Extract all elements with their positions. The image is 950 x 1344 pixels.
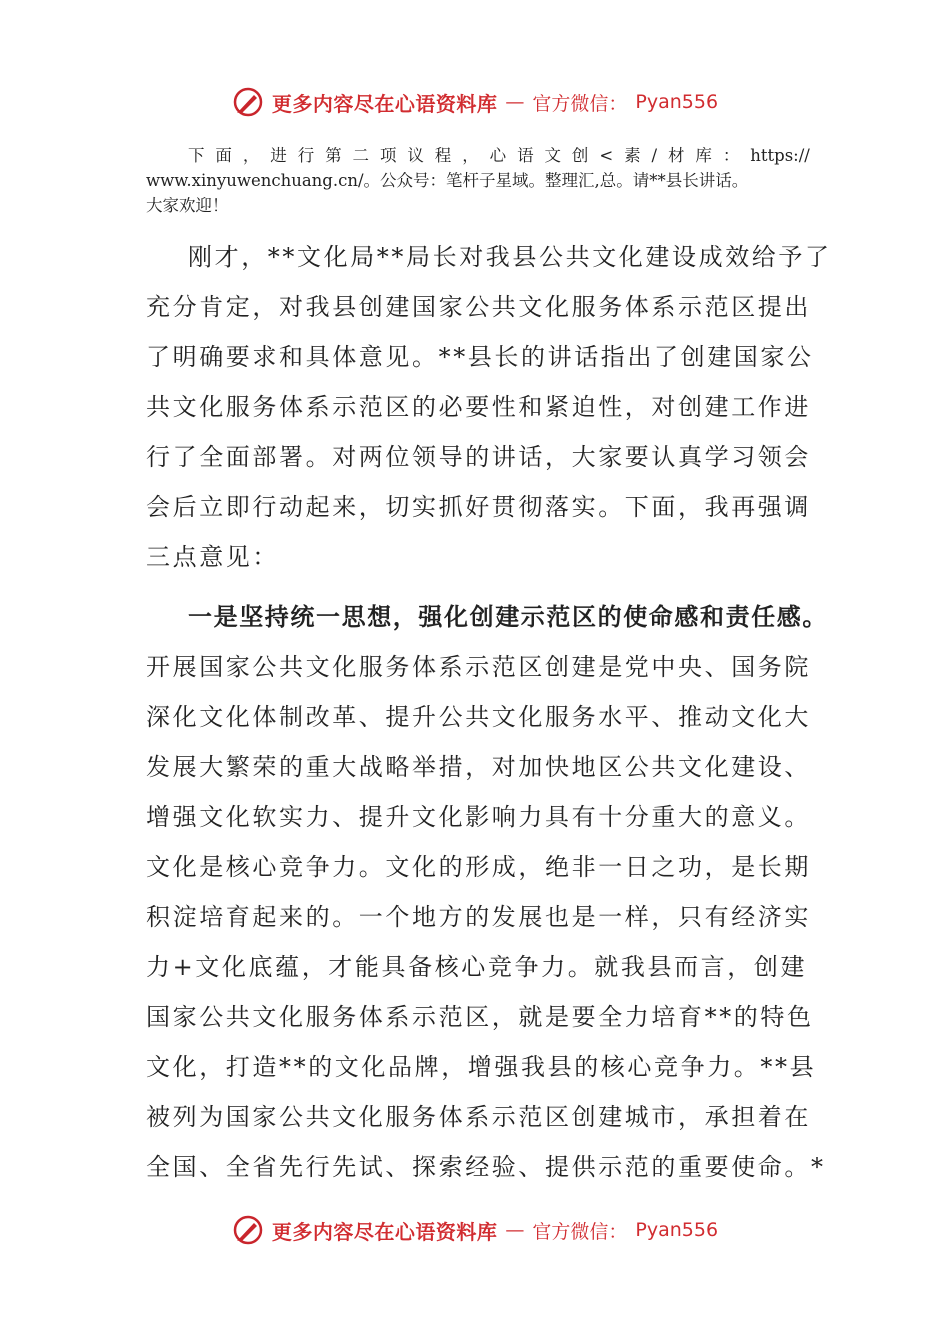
pen-logo-icon (232, 86, 264, 118)
pen-logo-icon (232, 1214, 264, 1246)
intro-char: 程 (434, 146, 452, 165)
paragraph-line: 共文化服务体系示范区的必要性和紧迫性，对创建工作进 (146, 393, 811, 421)
intro-char: 库 (695, 146, 712, 165)
intro-char: 二 (352, 146, 370, 165)
intro-char: https:// (750, 146, 810, 165)
intro-char: 第 (325, 146, 342, 165)
header-banner (0, 84, 950, 120)
intro-line-1 (146, 143, 810, 168)
intro-char: 创 (571, 146, 589, 165)
intro-char: 心 (489, 146, 507, 165)
paragraph-line: 充分肯定，对我县创建国家公共文化服务体系示范区提出 (146, 293, 811, 321)
intro-char: 行 (297, 146, 315, 165)
paragraph-line: 力+文化底蕴，才能具备核心竞争力。就我县而言，创建 (146, 953, 808, 981)
intro-char: 语 (517, 146, 534, 165)
paragraph-line: 三点意见： (146, 543, 279, 571)
footer-banner (0, 1212, 950, 1248)
paragraph-line: 发展大繁荣的重大战略举措，对加快地区公共文化建设、 (146, 753, 811, 781)
paragraph-line: 了明确要求和具体意见。**县长的讲话指出了创建国家公 (146, 343, 814, 371)
banner-dash: — (505, 91, 525, 113)
section-heading: 一是坚持统一思想，强化创建示范区的使命感和责任感。 (188, 602, 828, 631)
paragraph-1 (146, 232, 832, 582)
intro-char: ： (722, 146, 740, 165)
paragraph-line: 被列为国家公共文化服务体系示范区创建城市，承担着在 (146, 1103, 811, 1131)
paragraph-line: 国家公共文化服务体系示范区，就是要全力培育**的特色 (146, 1003, 814, 1031)
intro-char: ， (462, 146, 479, 165)
paragraph-line: 积淀培育起来的。一个地方的发展也是一样，只有经济实 (146, 903, 811, 931)
intro-char: 议 (407, 146, 424, 165)
banner-title: 更多内容尽在心语资料库 (271, 91, 498, 116)
intro-char: / (651, 146, 658, 165)
intro-char: 材 (667, 146, 685, 165)
intro-char: 素 (624, 146, 641, 165)
intro-char: 进 (270, 146, 287, 165)
intro-char: ， (242, 146, 260, 165)
intro-char: 项 (379, 146, 397, 165)
paragraph-2 (146, 592, 828, 1192)
intro-char: 下 (188, 146, 205, 165)
paragraph-line: 会后立即行动起来，切实抓好贯彻落实。下面，我再强调 (146, 493, 811, 521)
paragraph-line: 开展国家公共文化服务体系示范区创建是党中央、国务院 (146, 653, 811, 681)
paragraph-line: 刚才，**文化局**局长对我县公共文化建设成效给予了 (188, 243, 832, 271)
intro-note (146, 143, 810, 218)
banner-title: 更多内容尽在心语资料库 (271, 1219, 498, 1244)
paragraph-line: 增强文化软实力、提升文化影响力具有十分重大的意义。 (146, 803, 811, 831)
banner-dash: — (505, 1219, 525, 1241)
intro-line-3: 大家欢迎！ (146, 196, 229, 215)
banner-wechat-id: Pyan556 (635, 91, 719, 113)
banner-wechat-label: 官方微信： (532, 1220, 628, 1243)
banner-wechat-label: 官方微信： (532, 92, 628, 115)
paragraph-line: 文化，打造**的文化品牌，增强我县的核心竞争力。**县 (146, 1053, 817, 1081)
paragraph-line: 深化文化体制改革、提升公共文化服务水平、推动文化大 (146, 703, 811, 731)
paragraph-line: 行了全面部署。对两位领导的讲话，大家要认真学习领会 (146, 443, 811, 471)
intro-char: 面 (215, 146, 232, 165)
intro-char: 文 (544, 146, 561, 165)
intro-char: < (599, 146, 614, 165)
intro-line-2: www.xinyuwenchuang.cn/。公众号：笔杆子星域。整理汇,总。请**县长讲话。 (146, 171, 749, 190)
paragraph-line: 文化是核心竞争力。文化的形成，绝非一日之功，是长期 (146, 853, 811, 881)
paragraph-line: 全国、全省先行先试、探索经验、提供示范的重要使命。* (146, 1153, 826, 1181)
banner-wechat-id: Pyan556 (635, 1219, 719, 1241)
